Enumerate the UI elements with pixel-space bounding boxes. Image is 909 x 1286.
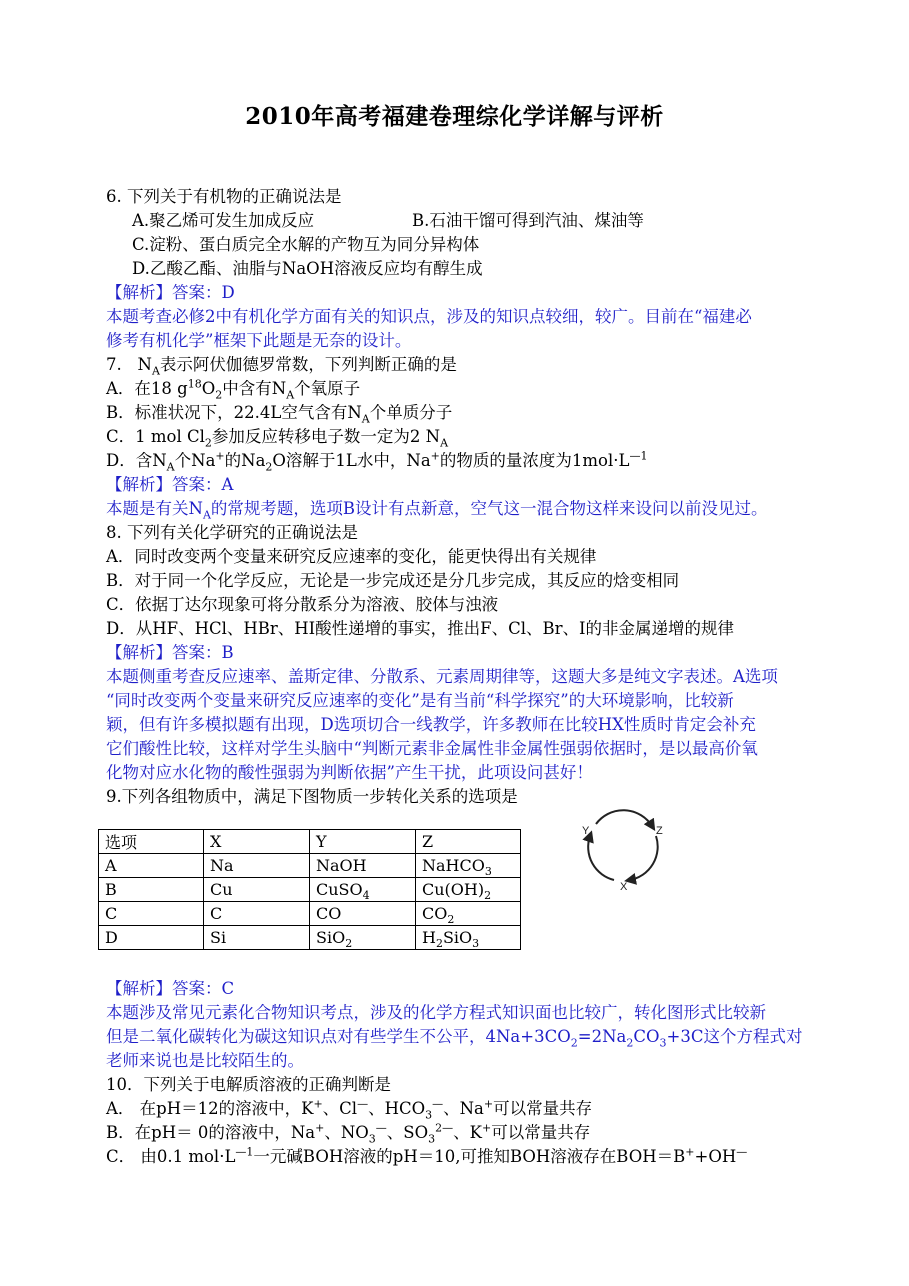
- cell-sub: 3: [472, 937, 480, 951]
- q7-a-text-4: 个氧原子: [294, 379, 361, 398]
- q7-d-text-4: O溶解于1L水中，Na: [272, 451, 431, 470]
- q7-answer: 【解析】答案：A: [106, 475, 234, 494]
- q10-a-sup-2: —: [357, 1097, 369, 1111]
- arrow-x-to-y: [588, 836, 614, 880]
- arrow-y-to-z: [596, 810, 652, 826]
- arrow-z-to-x: [630, 836, 658, 880]
- q7-a-sup: 18: [187, 377, 202, 391]
- q7-analysis-text-2: 的常规考题，选项B设计有点新意，空气这一混合物这样来设问以前没见过。: [210, 499, 768, 518]
- table-cell: B: [99, 878, 204, 902]
- table-cell: C: [99, 902, 204, 926]
- cell-sub: 2: [484, 889, 492, 903]
- q7-a-sub-2: A: [286, 388, 295, 402]
- diagram-label-x: X: [620, 881, 628, 892]
- cell-text: SiO: [442, 928, 473, 947]
- q8-option-c: C．依据丁达尔现象可将分散系分为溶液、胶体与浊液: [106, 595, 499, 614]
- table-row: [99, 854, 521, 878]
- q6-analysis-line-1: 本题考查必修2中有机化学方面有关的知识点，涉及的知识点较细，较广。目前在“福建必: [106, 307, 752, 326]
- q7-stem-text: N: [137, 355, 152, 374]
- q8-analysis-line-5: 化物对应水化物的酸性强弱为判断依据”产生干扰，此项设问甚好！: [106, 763, 593, 782]
- table-header-cell: X: [204, 830, 310, 854]
- q10-b-text: B．在pH＝ 0的溶液中，Na: [106, 1123, 316, 1142]
- table-row: [99, 902, 521, 926]
- q7-option-a: [106, 378, 360, 400]
- cell-text: CO: [422, 904, 448, 923]
- q10-stem: 10．下列关于电解质溶液的正确判断是: [106, 1075, 391, 1094]
- q8-analysis-line-2: “同时改变两个变量来研究反应速率的变化”是有当前“科学探究”的大环境影响，比较新: [106, 691, 734, 710]
- q7-analysis: [106, 498, 768, 520]
- q7-a-sub: 2: [215, 388, 223, 402]
- q10-a-sup-3: —: [432, 1097, 444, 1111]
- cell-text: H: [422, 928, 436, 947]
- q9-stem: 9.下列各组物质中，满足下图物质一步转化关系的选项是: [106, 787, 518, 806]
- q7-a-text: A．在18 g: [106, 379, 188, 398]
- q7-c-text: C．1 mol Cl: [106, 427, 205, 446]
- q7-d-sup: +: [215, 449, 225, 463]
- q8-option-d: D．从HF、HCl、HBr、HI酸性递增的事实，推出F、Cl、Br、I的非金属递增的规律: [106, 619, 735, 638]
- q8-stem: 8. 下列有关化学研究的正确说法是: [106, 523, 358, 542]
- table-cell: C: [204, 902, 310, 926]
- q9-analysis-sub: 2: [570, 1036, 578, 1050]
- q7-stem-sub: A: [151, 364, 160, 378]
- q6-analysis-line-2: 修考有机化学”框架下此题是无奈的设计。: [106, 331, 412, 350]
- cell-text: NaHCO: [422, 856, 485, 875]
- q10-b-sup-3: 2—: [435, 1121, 454, 1135]
- q9-analysis-text-4: +3C这个方程式对: [666, 1027, 803, 1046]
- q7-option-d: [106, 450, 647, 472]
- q8-analysis-line-4: 它们酸性比较，这样对学生头脑中“判断元素非金属性非金属性强弱依据时，是以最高价氧: [106, 739, 758, 758]
- q7-b-sub: A: [361, 412, 370, 426]
- q7-c-sub: 2: [204, 436, 212, 450]
- q7-analysis-sub: A: [202, 508, 211, 522]
- cell-sub: 3: [484, 865, 492, 879]
- q10-a-sup-4: +: [483, 1097, 494, 1111]
- q7-analysis-text: 本题是有关N: [106, 499, 203, 518]
- q7-d-text: D．含N: [106, 451, 167, 470]
- table-cell: [416, 878, 521, 902]
- q7-stem-text-2: 表示阿伏伽德罗常数，下列判断正确的是: [159, 355, 457, 374]
- table-row: [99, 926, 521, 950]
- q10-b-sup-2: —: [375, 1121, 387, 1135]
- q10-option-c: [106, 1146, 747, 1168]
- q7-option-c: [106, 426, 448, 448]
- table-cell: [310, 878, 416, 902]
- table-cell: Cu: [204, 878, 310, 902]
- q10-c-text: C． 由0.1 mol·L: [106, 1147, 236, 1166]
- table-cell: A: [99, 854, 204, 878]
- q9-analysis-line-3: 老师来说也是比较陌生的。: [106, 1051, 304, 1070]
- table-row: [99, 878, 521, 902]
- q7-c-sub-2: A: [440, 436, 449, 450]
- q10-a-text-2: 、Cl: [322, 1099, 358, 1118]
- q10-c-text-2: 一元碱BOH溶液的pH＝10,可推知BOH溶液存在BOH＝B: [253, 1147, 686, 1166]
- q10-b-sup: +: [315, 1121, 325, 1135]
- q9-analysis-sub-3: 3: [659, 1036, 667, 1050]
- table-header-row: [99, 830, 521, 854]
- q7-number: 7.: [106, 355, 122, 374]
- q6-stem: 6. 下列关于有机物的正确说法是: [106, 187, 342, 206]
- q10-c-sup-2: +: [685, 1145, 695, 1159]
- q10-c-sup-3: —: [736, 1145, 748, 1159]
- q7-stem: [106, 354, 457, 376]
- q9-options-table: [98, 829, 521, 950]
- cell-text: SiO: [316, 928, 346, 947]
- q7-b-text-2: 个单质分子: [369, 403, 453, 422]
- table-header-cell: Z: [416, 830, 521, 854]
- document-title: 2010年高考福建卷理综化学详解与评析: [245, 103, 664, 130]
- q10-b-sub-2: 3: [428, 1132, 436, 1146]
- q7-d-sub-2: 2: [265, 460, 273, 474]
- q10-a-text-3: 、HCO: [368, 1099, 426, 1118]
- q10-a-sup: +: [313, 1097, 323, 1111]
- table-cell: [416, 854, 521, 878]
- q7-d-sup-2: +: [430, 449, 440, 463]
- diagram-label-z: Z: [656, 825, 663, 837]
- q10-a-sub: 3: [425, 1108, 433, 1122]
- q6-option-c: C.淀粉、蛋白质完全水解的产物互为同分异构体: [132, 235, 480, 254]
- q9-analysis-text: 但是二氧化碳转化为碳这知识点对有些学生不公平，4Na+3CO: [106, 1027, 571, 1046]
- q10-option-b: [106, 1122, 590, 1144]
- table-cell: [416, 902, 521, 926]
- q7-d-text-2: 个Na: [174, 451, 216, 470]
- q6-options-ab: [132, 210, 644, 232]
- q6-option-d: D.乙酸乙酯、油脂与NaOH溶液反应均有醇生成: [132, 259, 483, 278]
- q10-option-a: [106, 1098, 592, 1120]
- diagram-label-y: Y: [582, 825, 590, 837]
- q9-analysis-line-1: 本题涉及常见元素化合物知识考点，涉及的化学方程式知识面也比较广，转化图形式比较新: [106, 1003, 766, 1022]
- q8-analysis-line-1: 本题侧重考查反应速率、盖斯定律、分散系、元素周期律等，这题大多是纯文字表述。A选项: [106, 667, 778, 686]
- q10-b-sup-4: +: [481, 1121, 492, 1135]
- table-cell: NaOH: [310, 854, 416, 878]
- q10-c-text-3: +OH: [694, 1147, 737, 1166]
- cell-text: CuSO: [316, 880, 363, 899]
- q10-c-sup: —1: [235, 1145, 254, 1159]
- q6-option-b: B.石油干馏可得到汽油、煤油等: [412, 211, 644, 230]
- q10-b-text-4: 、K: [453, 1123, 482, 1142]
- q9-analysis-sub-2: 2: [626, 1036, 634, 1050]
- q6-answer: 【解析】答案：D: [106, 283, 235, 302]
- cell-text: Cu(OH): [422, 880, 485, 899]
- q7-d-text-5: 的物质的量浓度为1mol·L: [439, 451, 630, 470]
- q7-option-b: [106, 402, 452, 424]
- q9-answer: 【解析】答案：C: [106, 979, 235, 998]
- q10-a-text-4: 、Na: [443, 1099, 484, 1118]
- table-cell: Na: [204, 854, 310, 878]
- q7-d-sub: A: [166, 460, 175, 474]
- q7-c-text-2: 参加反应转移电子数一定为2 N: [211, 427, 441, 446]
- conversion-cycle-diagram: [574, 802, 674, 892]
- cell-sub: 2: [345, 937, 353, 951]
- q10-a-text-5: 可以常量共存: [493, 1099, 593, 1118]
- q6-option-a: A.聚乙烯可发生加成反应: [132, 211, 315, 230]
- q8-answer: 【解析】答案：B: [106, 643, 234, 662]
- q9-analysis-line-2: [106, 1026, 802, 1048]
- q7-d-sup-3: —1: [629, 449, 648, 463]
- q9-analysis-text-2: =2Na: [577, 1027, 627, 1046]
- cell-sub: 2: [435, 937, 443, 951]
- q8-option-b: B．对于同一个化学反应，无论是一步完成还是分几步完成，其反应的焓变相同: [106, 571, 680, 590]
- q10-b-text-5: 可以常量共存: [491, 1123, 591, 1142]
- table-header-cell: 选项: [99, 830, 204, 854]
- q7-d-text-3: 的Na: [224, 451, 266, 470]
- q7-a-text-3: 中含有N: [222, 379, 287, 398]
- table-cell: CO: [310, 902, 416, 926]
- table-header-cell: Y: [310, 830, 416, 854]
- q10-b-text-2: 、NO: [324, 1123, 369, 1142]
- q7-b-text: B．标准状况下，22.4L空气含有N: [106, 403, 362, 422]
- q9-analysis-text-3: CO: [633, 1027, 660, 1046]
- q10-b-sub: 3: [368, 1132, 376, 1146]
- q7-a-text-2: O: [201, 379, 216, 398]
- q10-b-text-3: 、SO: [386, 1123, 429, 1142]
- q10-a-text: A． 在pH＝12的溶液中，K: [106, 1099, 314, 1118]
- cell-sub: 4: [362, 889, 370, 903]
- table-cell: [310, 926, 416, 950]
- table-cell: D: [99, 926, 204, 950]
- q8-analysis-line-3: 颖，但有许多模拟题有出现，D选项切合一线教学，许多教师在比较HX性质时肯定会补充: [106, 715, 756, 734]
- cell-sub: 2: [447, 913, 455, 927]
- q8-option-a: A．同时改变两个变量来研究反应速率的变化，能更快得出有关规律: [106, 547, 597, 566]
- table-cell: [416, 926, 521, 950]
- table-cell: Si: [204, 926, 310, 950]
